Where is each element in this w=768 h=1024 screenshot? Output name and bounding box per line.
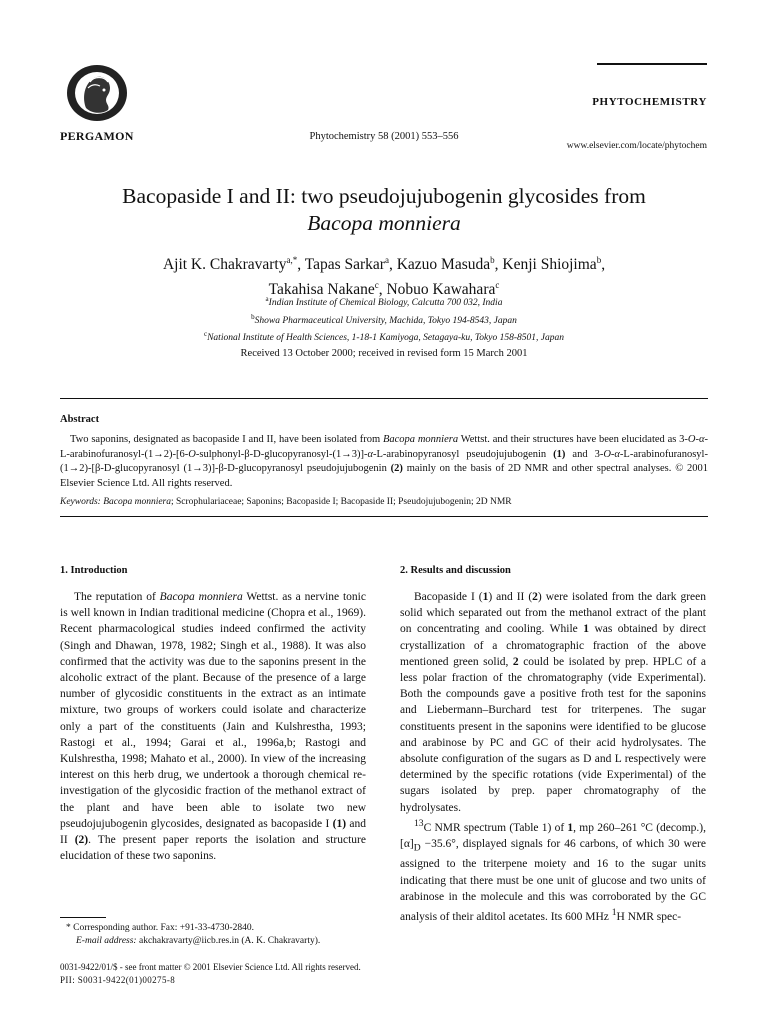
abstract-text: Two saponins, designated as bacopaside I and II, have been isolated from Bacopa monniera Wettst. and their structures have been elucidated as 3-O-α-L-arabinofuranosyl-(1→2)-[6-O-sulphonyl-β-D-glucopyranosyl-(1→3)]-α-L-arabinopyranosyl pseudojujubogenin (1) and 3-O-α-L-arabinofuranosyl-(1→2)-[β-D-glucopyranosyl (1→3)]-β-D-glucopyranosyl pseudojujubogenin (2) mainly on the basis of 2D NMR and other spectral analyses. © 2001 Elsevier Science Ltd. All rights reserved.: [60, 434, 708, 489]
publisher-name: PERGAMON: [60, 129, 134, 143]
affiliation-list: [0, 293, 768, 346]
author: Ajit K. Chakravarty: [162, 256, 287, 274]
copyright-block: 0031-9422/01/$ - see front matter © 2001 Elsevier Science Ltd. All rights reserved. PII: S0031-9422(01)00275-8: [60, 962, 361, 985]
affiliation: $^b$Showa Pharmaceutical University, Machida, Tokyo 194-8543, Japan: [251, 312, 517, 326]
header-rule: [597, 63, 707, 65]
author: Takahisa Nakane: [268, 281, 375, 299]
abstract-top-rule: [60, 398, 708, 399]
affiliation: $^a$Indian Institute of Chemical Biology, Calcutta 700 032, India: [265, 295, 503, 309]
section-heading-results: 2. Results and discussion: [400, 565, 511, 576]
publisher-logo: [60, 60, 134, 124]
email-link[interactable]: akchakravarty@iicb.res.in (A. K. Chakravarty).: [136, 936, 321, 946]
journal-citation: Phytochemistry 58 (2001) 553–556: [309, 131, 459, 142]
author-list: Ajit K. Chakravarty$^{a,*}$, Tapas Sarkar$^a$, Kazuo Masuda$^b$, Kenji Shiojima$^b$, Takahisa Nakane$^c$, Nobuo Kawahara$^c$: [162, 255, 606, 299]
author: Tapas Sarkar: [304, 256, 385, 274]
author: Nobuo Kawahara: [386, 281, 496, 299]
results-text: Bacopaside I (1) and II (2) were isolated from the dark green solid which separated out from the methanol extract of the plant on concentrating and cooling. While 1 was obtained by direct crystallization of a chromatographic fraction of the above mentioned green solid, 2 could be isolated by prep. HPLC of a less polar fraction of the chromatography (vide Experimental). Both the compounds gave a positive froth test for the saponins and Liebermann–Burchard test for triterpenes. The sugar constituents present in the saponins were identified to be glucose and arabinose by PC and GC of their acid hydrolysates. The absolute configuration of the sugars as D and L respectively were determined by the specific rotations (vide Experimental) of the sugars isolated by prep. paper chromatography of the hydrolysates. $^{13}$C NMR spectrum (Table 1) of 1, mp 260–261 °C (decomp.), $[\alpha]_D -35.6^\circ$, displayed signals for 46 carbons, of which 30 were assigned to the triterpene moiety and 16 to the sugar units indicating that there must be one unit of glucose and two units of arabinose in the molecule and this was corroborated by the GC analysis of their alditol acetates. Its 600 MHz $^1$H NMR spec-: [400, 591, 707, 923]
affiliation: $^c$National Institute of Health Sciences, 1-18-1 Kamiyoga, Setagaya-ku, Tokyo 158-8501, Japan: [203, 330, 564, 344]
keywords: Keywords: Bacopa monniera; Scrophulariaceae; Saponins; Bacopaside I; Bacopaside II; Pseudojujubogenin; 2D NMR: [60, 497, 512, 507]
section-heading-introduction: 1. Introduction: [60, 565, 128, 576]
introduction-text: The reputation of Bacopa monniera Wettst. as a nervine tonic is well known in Indian traditional medicine (Chopra et al., 1969). Recent pharmacological studies indeed confirmed the activity (Singh and Dhawan, 1978, 1982; Singh et al., 1988). It was also confirmed that the activity was due to the saponins present in the alcoholic extract of the plant. Because of the presence of a large number of glycosidic constituents in the extract as an intimate mixture, two groups of workers could isolate and characterize only a part of the constituents (Jain and Kulshrestha, 1993; Rastogi et al., 1994; Garai et al., 1996a,b; Rastogi and Kulshrestha, 1998; Mahato et al., 2000). In view of the increasing interest on this herb drug, we undertook a thorough chemical re-investigation of the glycosidic fraction of the methanol extract of the plant and have been able to isolate two new pseudojujubogenin glycosides, designated as bacopaside I (1) and II (2). The present paper reports the isolation and structure elucidation of these two saponins.: [60, 591, 367, 863]
footnote-rule: [60, 917, 106, 918]
pii: PII: S0031-9422(01)00275-8: [60, 974, 176, 985]
journal-url[interactable]: www.elsevier.com/locate/phytochem: [566, 141, 707, 151]
received-dates: Received 13 October 2000; received in revised form 15 March 2001: [240, 348, 528, 359]
article-title: Bacopaside I and II: two pseudojujubogenin glycosides from Bacopa monniera: [122, 184, 646, 235]
journal-name: PHYTOCHEMISTRY: [592, 96, 707, 108]
abstract-bottom-rule: [60, 516, 708, 517]
author: Kenji Shiojima: [502, 256, 597, 274]
corresponding-author-footnote: * Corresponding author. Fax: +91-33-4730-2840. E-mail address: akchakravarty@iicb.res.in (A. K. Chakravarty).: [66, 923, 321, 946]
abstract-heading: Abstract: [60, 414, 100, 425]
author: Kazuo Masuda: [396, 256, 491, 274]
